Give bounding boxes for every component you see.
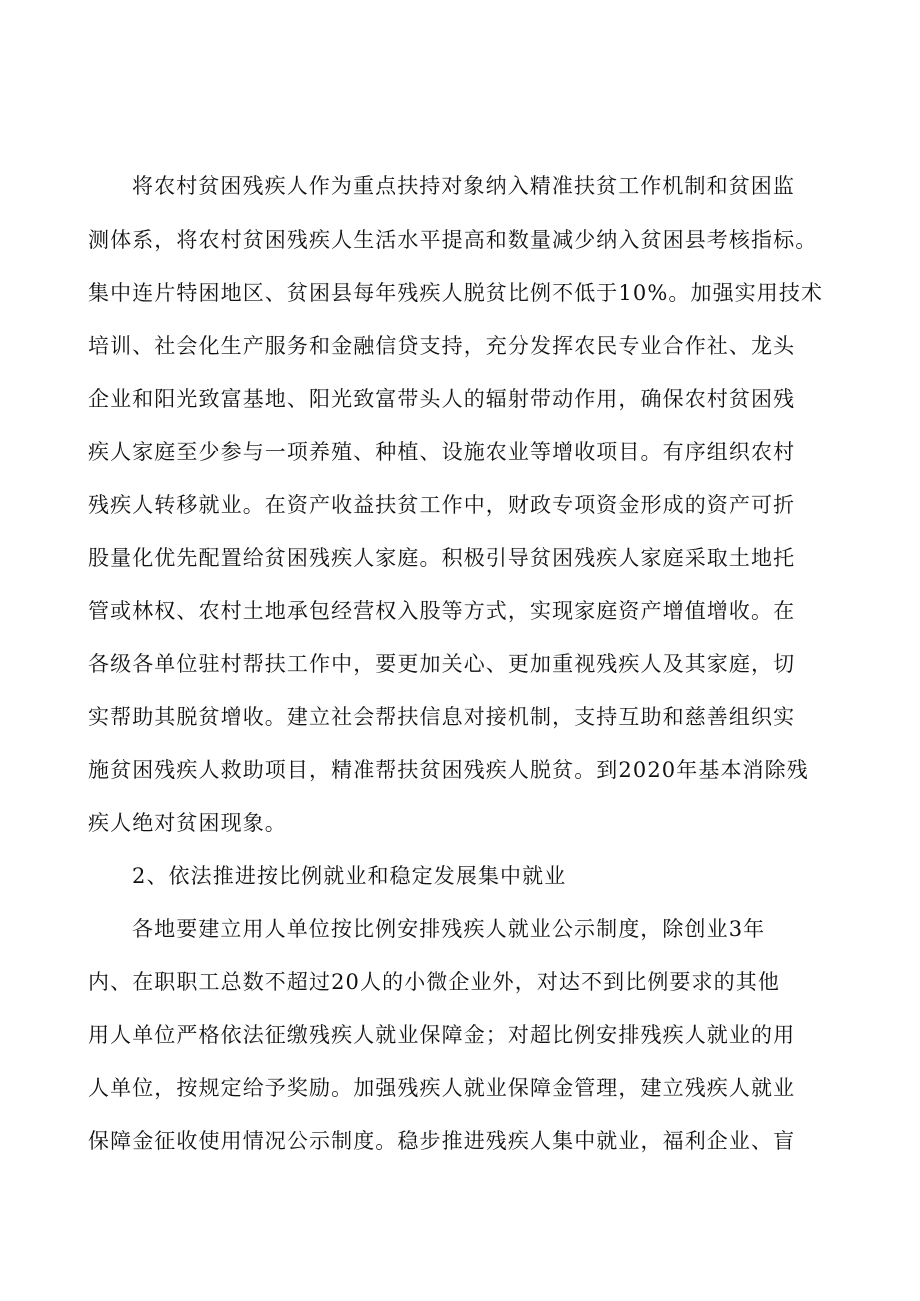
paragraph2-line-2: 内、在职职工总数不超过20人的小微企业外，对达不到比例要求的其他 [88,970,780,994]
paragraph1-line-10: 各级各单位驻村帮扶工作中，要更加关心、更加重视残疾人及其家庭，切 [88,652,796,676]
paragraph1-line-3: 集中连片特困地区、贫困县每年残疾人脱贫比例不低于10%。加强实用技术 [88,281,824,305]
paragraph1-line-1: 将农村贫困残疾人作为重点扶持对象纳入精准扶贫工作机制和贫困监 [132,174,795,198]
paragraph1-line-5: 企业和阳光致富基地、阳光致富带头人的辐射带动作用，确保农村贫困残 [88,387,796,411]
section-heading: 2、依法推进按比例就业和稳定发展集中就业 [132,864,567,888]
paragraph2-line-1: 各地要建立用人单位按比例安排残疾人就业公示制度，除创业3年 [132,917,766,941]
paragraph1-line-12: 施贫困残疾人救助项目，精准帮扶贫困残疾人脱贫。到2020年基本消除残 [88,758,809,782]
paragraph2-line-5: 保障金征收使用情况公示制度。稳步推进残疾人集中就业，福利企业、盲 [88,1129,796,1153]
paragraph1-line-7: 残疾人转移就业。在资产收益扶贫工作中，财政专项资金形成的资产可折 [88,493,796,517]
paragraph1-line-4: 培训、社会化生产服务和金融信贷支持，充分发挥农民专业合作社、龙头 [88,334,796,358]
paragraph1-line-9: 管或林权、农村土地承包经营权入股等方式，实现家庭资产增值增收。在 [88,599,796,623]
paragraph1-line-2: 测体系，将农村贫困残疾人生活水平提高和数量减少纳入贫困县考核指标。 [88,228,818,252]
paragraph2-line-3: 用人单位严格依法征缴残疾人就业保障金；对超比例安排残疾人就业的用 [88,1023,796,1047]
paragraph1-line-13: 疾人绝对贫困现象。 [88,811,287,835]
paragraph1-line-8: 股量化优先配置给贫困残疾人家庭。积极引导贫困残疾人家庭采取土地托 [88,546,796,570]
paragraph2-line-4: 人单位，按规定给予奖励。加强残疾人就业保障金管理，建立残疾人就业 [88,1076,796,1100]
paragraph1-line-11: 实帮助其脱贫增收。建立社会帮扶信息对接机制，支持互助和慈善组织实 [88,705,796,729]
paragraph1-line-6: 疾人家庭至少参与一项养殖、种植、设施农业等增收项目。有序组织农村 [88,440,796,464]
